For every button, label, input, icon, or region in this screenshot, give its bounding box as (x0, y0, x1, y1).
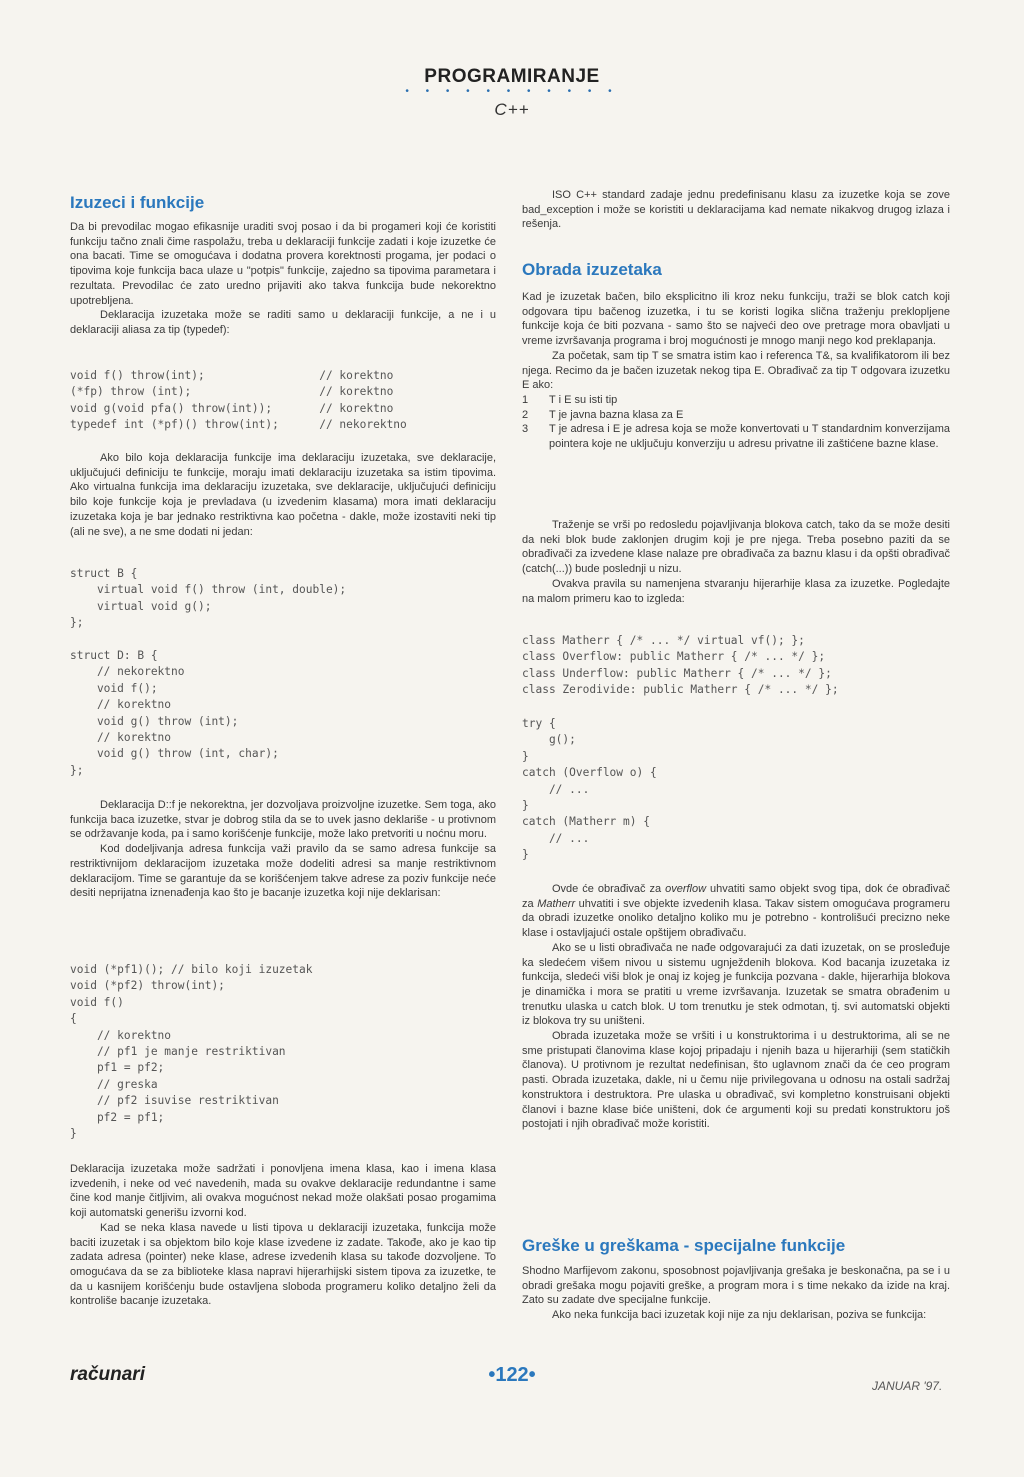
magazine-logo: računari (70, 1364, 145, 1385)
matching-rules-list (522, 393, 950, 452)
section-dots: • • • • • • • • • • • (405, 86, 619, 97)
paragraph: Shodno Marfijevom zakonu, sposobnost pojavljivanja grešaka je beskonačna, pa se i u obradi grešaka mogu pojaviti greške, a program mora i s time nekako da izide na kraj. Zato su zadate dve specijalne funkcije. (522, 1265, 950, 1307)
heading-obrada-izuzetaka: Obrada izuzetaka (522, 260, 662, 279)
paragraph: Ako bilo koja deklaracija funkcije ima deklaraciju izuzetaka, sve deklaracije, uključujući definiciju te funkcije, moraju imati deklaraciju izuzetaka sa istim tipovima. Ako virtualna funkcija ima deklaraciju izuzetaka, sve deklaracije, uključujući definiciju bilo koje funkcije koja je prevladava (u izvedenim klasama) mora imati deklaraciju izuzetaka koja je bar jednako restriktivna kao početna - dakle, može izostaviti neki tip (ali ne sve), a ne sme dodati ni jedan: (70, 452, 496, 538)
right-middle-text (522, 518, 950, 606)
paragraph: Ako se u listi obrađivača ne nađe odgovarajući za dati izuzetak, on se prosleđuje ka sledećem višem nivou u sistemu ugnježdenih blokova. Kod bacanja izuzetaka iz funkcija, sledeći viši blok je onaj iz kojeg je funkcija pozvana - dakle, hijerarhija blokova je dinamička i mora se pratiti u vreme izvršavanja. Izuzetak se smatra obrađenim u trenutku ulaska u catch blok. U tom trenutku je stek odmotan, tj. svi automatski objekti iz blokova try su uništeni. (522, 941, 950, 1028)
right-top-text (522, 290, 950, 452)
list-item: 2 T je javna bazna klasa za E (522, 408, 684, 421)
right-lower-text (522, 882, 950, 1132)
section-subtitle: C++ (494, 100, 530, 119)
issue-date: JANUAR '97. (872, 1379, 943, 1393)
left-bottom-text (70, 1162, 496, 1309)
paragraph: Da bi prevodilac mogao efikasnije uraditi svoj posao i da bi progameri koji će koristiti funkciju tačno znali čime raspolažu, treba u deklaraciji funkcije zadati i koje izuzetke će ona bacati. Time se omogućava i dodatna provera korektnosti progama, jer podaci o tipovima koje funkcija baca ulaze u "potpis" funkcije, zajedno sa tipovima parametara i rezultata. Prevodilac će zato uredno prijaviti ako takva funkcija bude nekorektno upotrebljena. (70, 221, 496, 307)
heading-izuzeci-i-funkcije: Izuzeci i funkcije (70, 193, 205, 212)
paragraph: Deklaracija izuzetaka može se raditi samo u deklaraciji funkcije, a ne i u deklaraciji aliasa za tip (typedef): (70, 309, 496, 336)
list-item: 1 T i E su isti tip (522, 393, 618, 406)
left-middle-text (70, 798, 496, 901)
code-listing-2: struct B { virtual void f() throw (int, double); virtual void g(); }; struct D: B { // nekorektno void f(); // korektno void g() throw (int); // korektno void g() throw (int, char); }; (70, 567, 347, 777)
paragraph: Ovde će obrađivač za overflow uhvatiti samo objekt svog tipa, dok će obrađivač za Matherr uhvatiti i sve objekte izvedenih klasa. Takav sistem omogućava programeru da obradi izuzetke onoliko detaljno koliko mu je potrebno - kontrolišući precizno neke klase i ostavljajući ostale opštijem obrađivaču. (522, 883, 950, 940)
paragraph: Za početak, sam tip T se smatra istim kao i referenca T&, sa kvalifikatorom ili bez njega. Recimo da je bačen izuzetak nekog tipa E. Obrađivač za tip T odgovara izuzetku E ako: (522, 349, 950, 392)
code-listing-5: try { g(); } catch (Overflow o) { // ... } catch (Matherr m) { // ... } (522, 717, 657, 862)
list-item: 3 T je adresa i E je adresa koja se može konvertovati u T standardnim konverzijama pointera koje ne uključuju konverziju u adresu privatne ili zaštićene bazne klase. (522, 423, 950, 451)
paragraph: ISO C++ standard zadaje jednu predefinisanu klasu za izuzetke koja se zove bad_exception i može se koristiti u deklaracijama kad nemate nikakvog drugog izlaza i rešenja. (522, 189, 950, 231)
paragraph: Traženje se vrši po redosledu pojavljivanja blokova catch, tako da se može desiti da neki blok bude zaklonjen drugim koji je pre njega. Treba posebno paziti da se obrađivači za izvedene klase nalaze pre obrađivača za baznu klasu i da opšti obrađivač (catch(...)) bude poslednji u nizu. (522, 519, 950, 576)
paragraph: Ako neka funkcija baci izuzetak koji nije za nju deklarisan, poziva se funkcija: (552, 1309, 927, 1322)
paragraph: Obrada izuzetaka može se vršiti i u konstruktorima i u destruktorima, ali se ne sme pristupati članovima klase kojoj pripadaju i njenih baza u hijerarhiji (sem statičkih članova). U protivnom je rezultat nedefinisan, što uglavnom znači da će ceo program pasti. Obrada izuzetaka, dakle, ni u čemu nije privilegovana u odnosu na ostali sadržaj konstruktora i destruktora. Pre ulaska u obrađivač, svi kompletno konstruisani objekti članovi i bazne klase biće uništeni, dok će argumenti koji su predati konstruktoru još postojati i njih obrađivač može koristiti. (522, 1030, 950, 1131)
code-listing-4: class Matherr { /* ... */ virtual vf(); }; class Overflow: public Matherr { /* ... */ }; class Underflow: public Matherr { /* ... */ }; class Zerodivide: public Matherr { /* ... */ }; (522, 634, 839, 697)
left-intro (70, 220, 496, 338)
page-number: •122• (488, 1364, 536, 1386)
paragraph: Deklaracija D::f je nekorektna, jer dozvoljava proizvoljne izuzetke. Sem toga, ako funkcija baca izuzetke, stvar je dobrog stila da se to uvek jasno deklariše - u protivnom se održavanje koda, pa i samo korišćenje funkcije, može lako pretvoriti u noćnu moru. (70, 799, 496, 841)
heading-greske-u-greskama: Greške u greškama - specijalne funkcije (522, 1236, 846, 1255)
right-bottom-text (522, 1264, 950, 1323)
paragraph: Kad se neka klasa navede u listi tipova u deklaraciji izuzetaka, funkcija može baciti izuzetak i sa objektom bilo koje klase izvedene iz zadate. Takođe, ako je kao tip zadata adresa (pointer) neke klase, adrese izvedenih klasa su takođe dozvoljene. To omogućava da se za biblioteke klasa napravi hijerarhijski sistem tipova za izuzetke, te da u kasnijem korišćenju bude ostavljena sloboda programeru koliko detaljno želi da kontroliše bacanje izuzetaka. (70, 1221, 496, 1308)
section-title: PROGRAMIRANJE (424, 66, 600, 87)
paragraph: Kod dodeljivanja adresa funkcija važi pravilo da se samo adresa funkcije sa restriktivnijom deklaracijom izuzetaka može dodeliti adresi sa manje restriktivnom deklaracijom. Time se garantuje da se korišćenjem takve adrese za poziv funkcije neće desiti neprijatna iznenađenja kao što je bacanje izuzetka koji nije deklarisan: (70, 843, 496, 900)
paragraph: Kad je izuzetak bačen, bilo eksplicitno ili kroz neku funkciju, traži se blok catch koji odgovara tipu bačenog izuzetka, i tu se koristi logika slična traženju preklopljene funkcije koja će biti pozvana - samo što se najveći deo ove pretrage mora obavljati u vreme izvršavanja programa i broj mogućnosti je mnogo manji nego kod preklapanja. (522, 291, 950, 348)
paragraph: Ovakva pravila su namenjena stvaranju hijerarhije klasa za izuzetke. Pogledajte na malom primeru kao to izgleda: (522, 577, 950, 605)
code-listing-3: void (*pf1)(); // bilo koji izuzetak void (*pf2) throw(int); void f() { // korektno // pf1 je manje restriktivan pf1 = pf2; // greska // pf2 isuvise restriktivan pf2 = pf1; } (70, 963, 313, 1141)
code-listing-1: void f() throw(int); // korektno (*fp) throw (int); // korektno void g(void pfa() throw(int)); // korektno typedef int (*pf)() throw(int); // nekorektno (70, 369, 407, 432)
paragraph: Deklaracija izuzetaka može sadržati i ponovljena imena klasa, kao i imena klasa izvedenih, i neke od već navedenih, mada su ovakve deklaracije redundantne i same čine kod manje čitljivim, ali ovakva mogućnost nekad može olakšati posao progamima koji automatski generišu izvorni kod. (70, 1163, 496, 1220)
